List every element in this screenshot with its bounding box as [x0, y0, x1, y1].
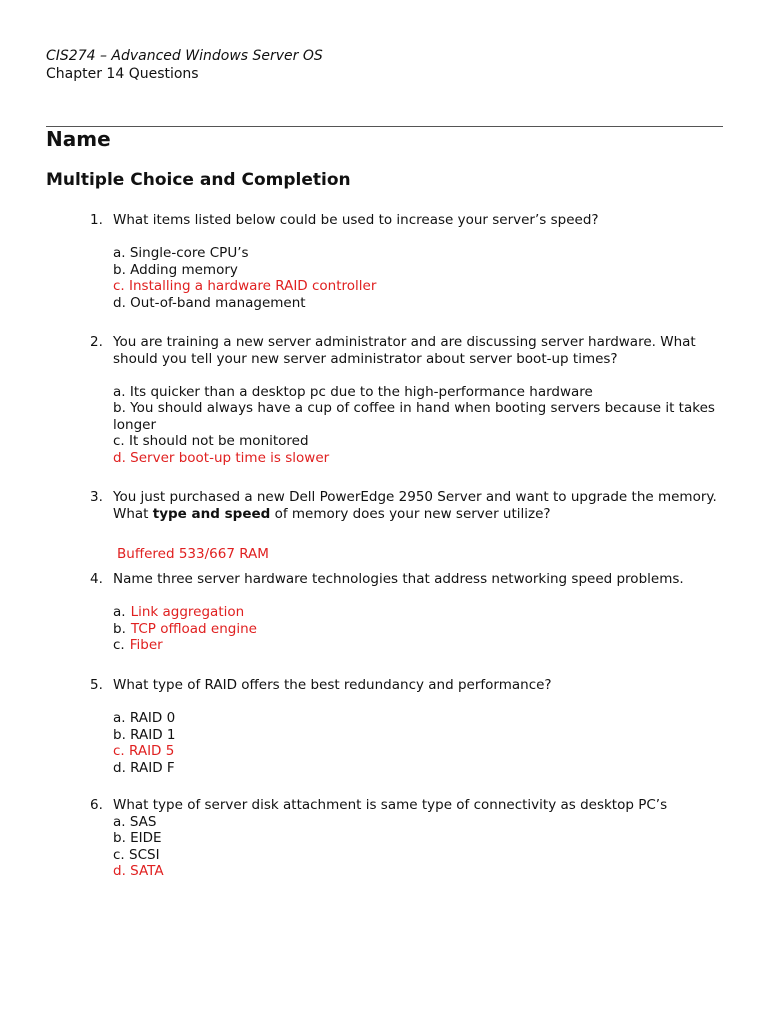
option-a [113, 604, 730, 621]
option-label: c. [113, 637, 125, 653]
course-title: CIS274 – Advanced Windows Server OS [46, 48, 323, 64]
question-number: 1. [90, 212, 103, 228]
question-text: Name three server hardware technologies that address networking speed problems. [113, 571, 684, 587]
option-answer: Link aggregation [130, 604, 245, 620]
option-list [113, 604, 730, 654]
option-a: a. RAID 0 [113, 710, 176, 726]
option-list [113, 384, 730, 467]
question-text-start: You just purchased a new Dell PowerEdge 2950 Server and want to upgrade the memory. What [113, 489, 717, 522]
question-number: 6. [90, 797, 103, 813]
question-2 [90, 334, 730, 466]
name-label: Name [46, 127, 111, 151]
option-a: a. Its quicker than a desktop pc due to the high-performance hardware [113, 383, 593, 400]
option-b [113, 621, 730, 638]
question-number: 4. [90, 571, 103, 587]
option-list [113, 814, 730, 880]
question-text: What type of server disk attachment is same type of connectivity as desktop PC’s [113, 797, 668, 813]
option-list [113, 245, 730, 311]
option-c-correct: c. RAID 5 [113, 743, 175, 759]
question-number: 5. [90, 677, 103, 693]
question-4 [90, 571, 730, 654]
option-b: b. You should always have a cup of coffee in hand when booting servers because it takes longer [113, 400, 715, 433]
option-a: a. SAS [113, 813, 157, 830]
option-label: b. [113, 620, 126, 637]
option-c: c. SCSI [113, 846, 160, 863]
option-d: d. Out-of-band management [113, 294, 306, 311]
question-5 [90, 677, 730, 776]
option-d-correct: d. Server boot-up time is slower [113, 449, 330, 466]
option-list [113, 710, 730, 776]
chapter-title: Chapter 14 Questions [46, 66, 199, 82]
question-number: 3. [90, 489, 103, 505]
question-3 [90, 489, 730, 522]
option-b: b. RAID 1 [113, 726, 176, 743]
divider-line [46, 126, 723, 127]
option-b: b. Adding memory [113, 261, 238, 278]
question-text [113, 489, 730, 522]
option-c [113, 637, 730, 654]
question-3-answer: Buffered 533/667 RAM [117, 546, 269, 562]
option-d: d. RAID F [113, 759, 175, 776]
question-number: 2. [90, 334, 103, 350]
question-text-end: of memory does your new server utilize? [270, 505, 551, 522]
question-text: What items listed below could be used to increase your server’s speed? [113, 212, 599, 228]
question-text: You are training a new server administrator and are discussing server hardware. What should you tell your new server administrator about server boot-up times? [113, 334, 696, 367]
option-c-correct: c. Installing a hardware RAID controller [113, 278, 377, 294]
option-c: c. It should not be monitored [113, 433, 309, 449]
option-b: b. EIDE [113, 830, 162, 846]
question-text: What type of RAID offers the best redundancy and performance? [113, 677, 552, 693]
section-title: Multiple Choice and Completion [46, 170, 351, 190]
option-label: a. [113, 604, 126, 620]
document-header [46, 47, 323, 83]
question-text-emphasis: type and speed [152, 505, 271, 522]
question-6 [90, 797, 730, 880]
option-a: a. Single-core CPU’s [113, 245, 249, 261]
question-1 [90, 212, 730, 311]
option-answer: Fiber [129, 637, 163, 653]
option-d-correct: d. SATA [113, 863, 164, 879]
option-answer: TCP offload engine [130, 620, 257, 637]
